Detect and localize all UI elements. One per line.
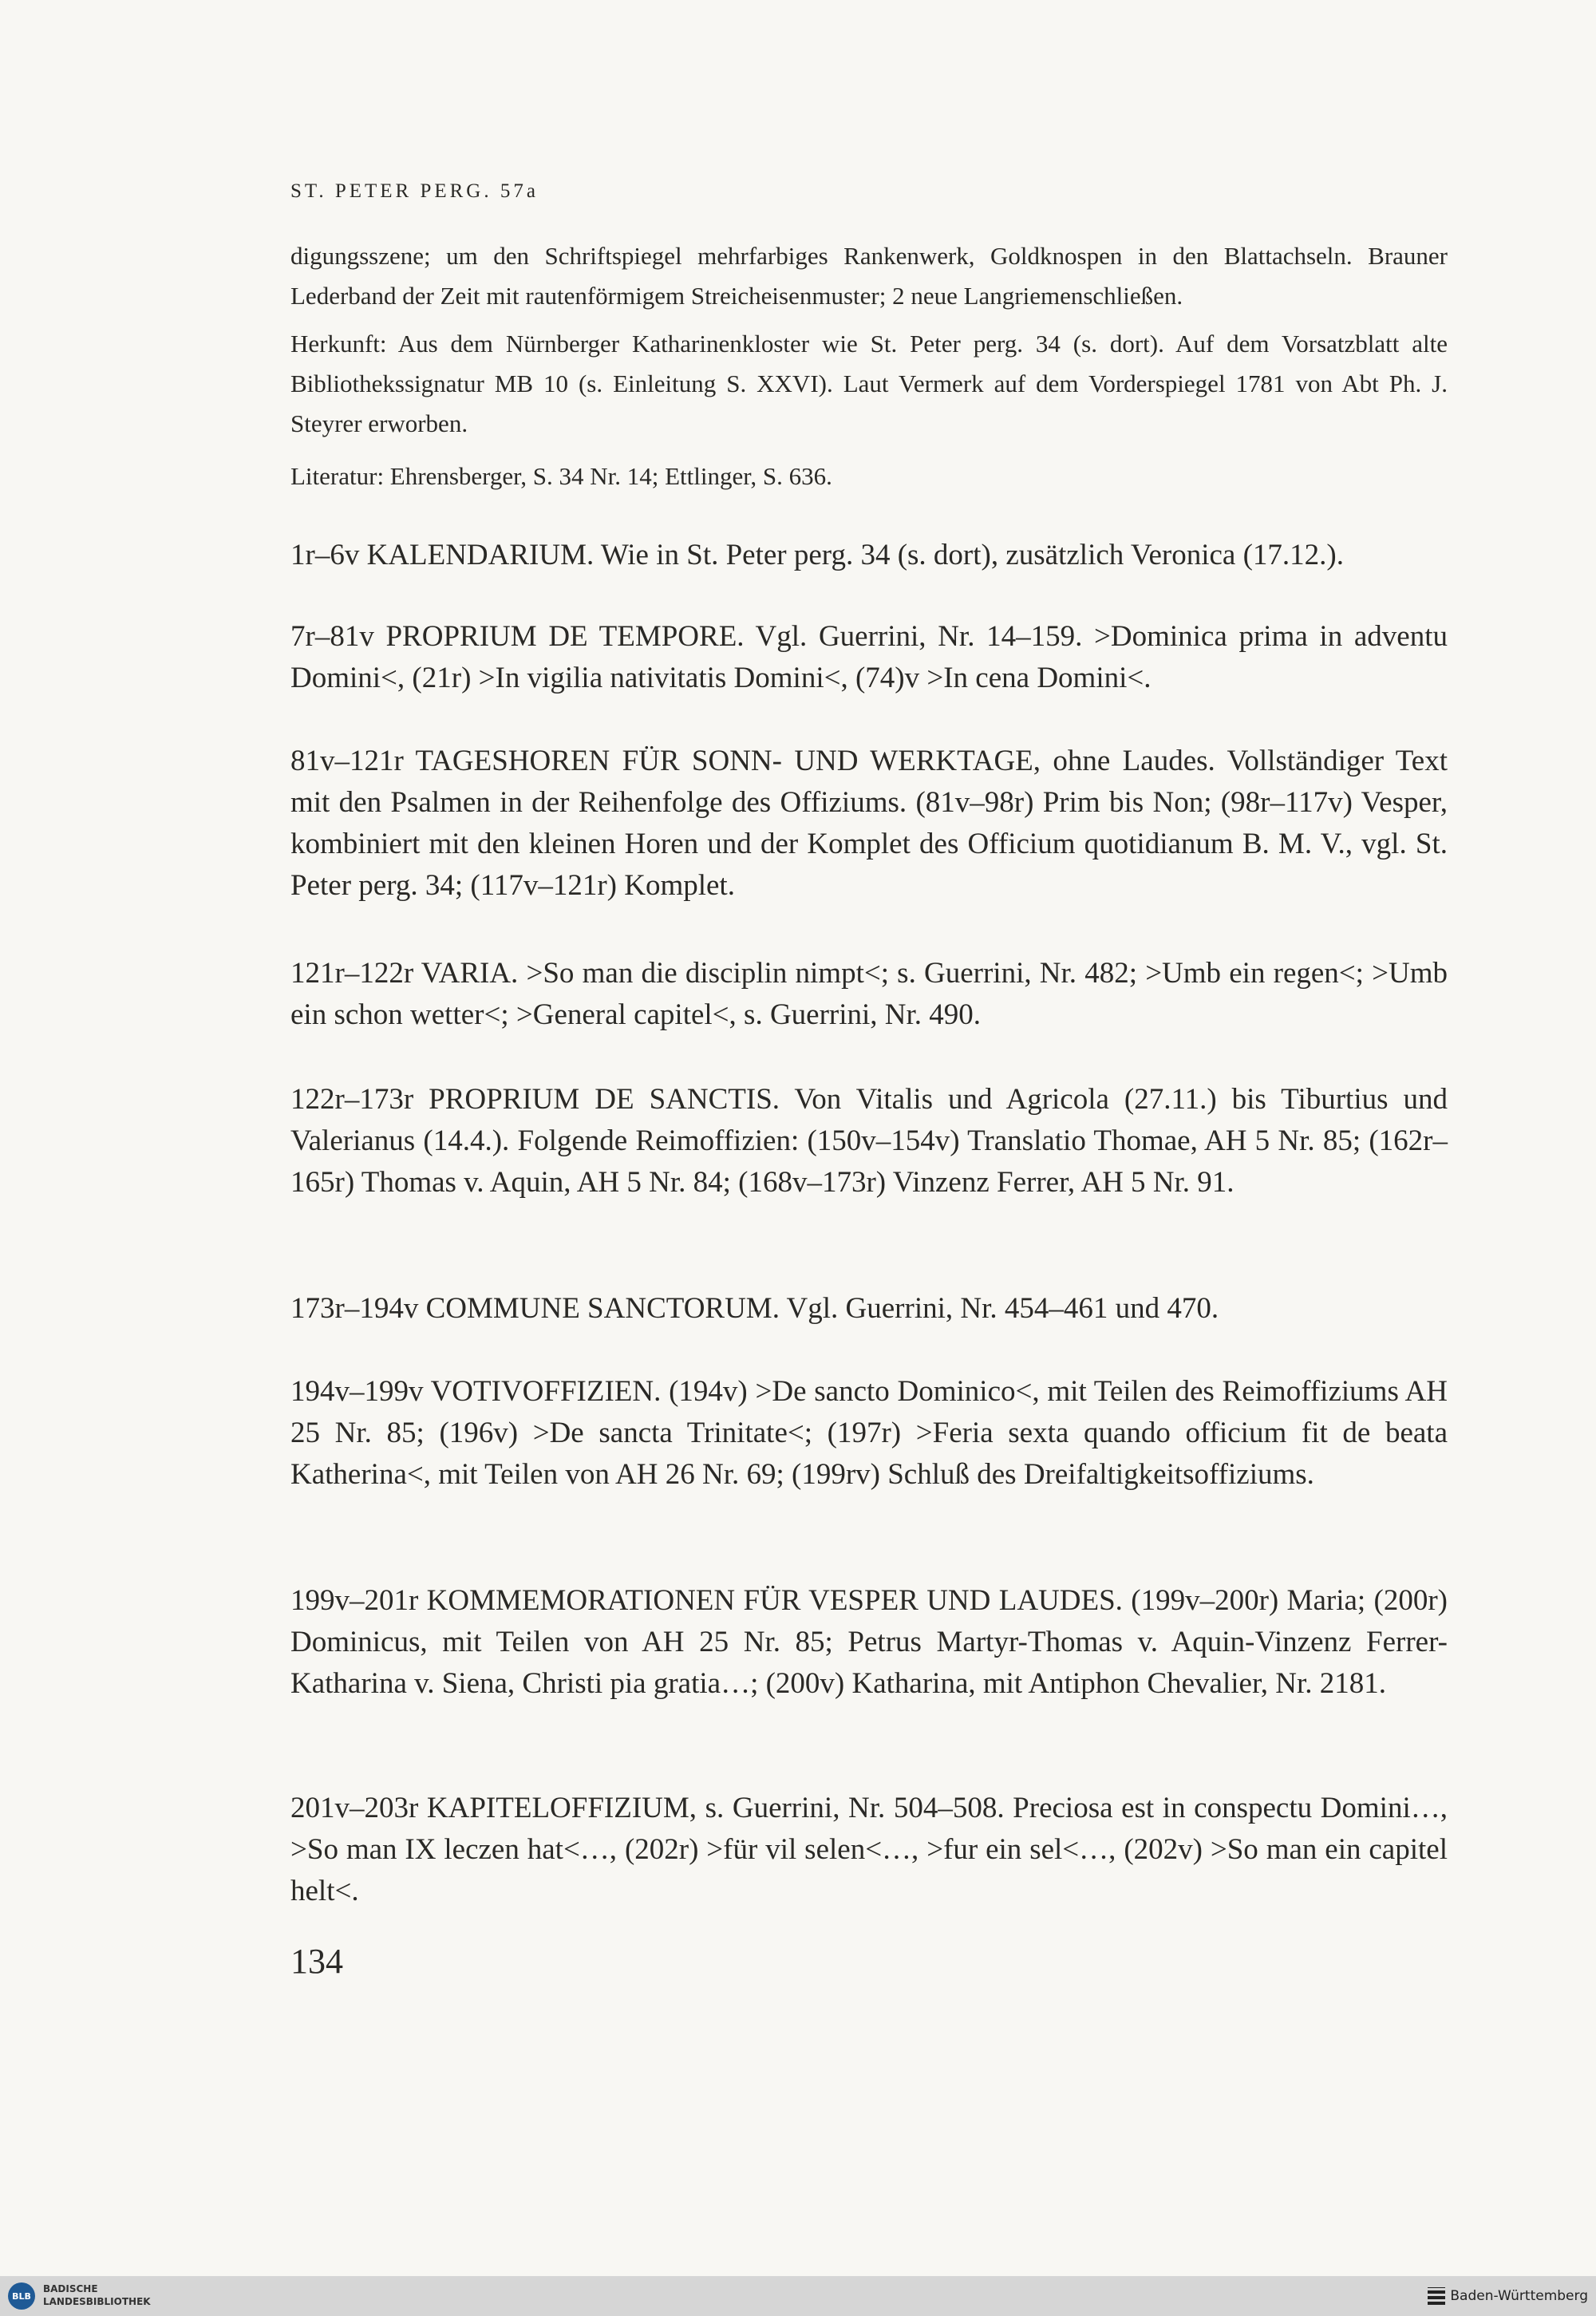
entry-kommemorationen: 199v–201r KOMMEMORATIONEN FÜR VESPER UND LAUDES. (199v–200r) Maria; (200r) Dominicus, mit Teilen von AH 25 Nr. 85; Petrus Martyr-Thomas v. Aquin-Vinzenz Ferrer-Katharina v. Siena, Christi pia gratia…; (200v) Katharina, mit Antiphon Chevalier, Nr. 2181. (290, 1584, 1448, 1700)
description-literature: Literatur: Ehrensberger, S. 34 Nr. 14; Ettlinger, S. 636. (290, 462, 832, 490)
entry-varia: 121r–122r VARIA. >So man die disciplin nimpt<; s. Guerrini, Nr. 482; >Umb ein regen<; >Umb ein schon wetter<; >General capitel<, s. Guerrini, Nr. 490. (290, 957, 1448, 1031)
description-binding: digungsszene; um den Schriftspiegel mehrfarbiges Rankenwerk, Goldknospen in den Blattachseln. Brauner Lederband der Zeit mit rautenförmigem Streicheisenmuster; 2 neue Langriemenschließen. (290, 242, 1448, 310)
state-crest-icon (1428, 2287, 1445, 2305)
entry-votivoffizien: 194v–199v VOTIVOFFIZIEN. (194v) >De sancto Dominico<, mit Teilen des Reimoffiziums AH 25 Nr. 85; (196v) >De sancta Trinitate<; (197r) >Feria sexta quando officium fit de beata Katherina<, mit Teilen von AH 26 Nr. 69; (199rv) Schluß des Dreifaltigkeitsoffiziums. (290, 1375, 1448, 1491)
entry-kapiteloffizium: 201v–203r KAPITELOFFIZIUM, s. Guerrini, Nr. 504–508. Preciosa est in conspectu Domini…, >So man IX leczen hat<…, (202r) >für vil selen<…, >fur ein sel<…, (202v) >So man ein capitel helt<. (290, 1792, 1448, 1907)
library-name[interactable] (43, 2282, 151, 2308)
running-head: ST. PETER PERG. 57a (290, 180, 539, 202)
state-logo[interactable] (1428, 2287, 1588, 2305)
library-name-line2: LANDESBIBLIOTHEK (43, 2296, 151, 2307)
entry-commune-sanctorum: 173r–194v COMMUNE SANCTORUM. Vgl. Guerrini, Nr. 454–461 und 470. (290, 1292, 1219, 1325)
description-provenance: Herkunft: Aus dem Nürnberger Katharinenkloster wie St. Peter perg. 34 (s. dort). Auf dem Vorsatzblatt alte Bibliothekssignatur MB 10 (s. Einleitung S. XXVI). Laut Vermerk auf dem Vorderspiegel 1781 von Abt Ph. J. Steyrer erworben. (290, 330, 1448, 437)
library-name-line1: BADISCHE (43, 2283, 98, 2294)
entry-kalendarium: 1r–6v KALENDARIUM. Wie in St. Peter perg. 34 (s. dort), zusätzlich Veronica (17.12.). (290, 539, 1344, 571)
blb-logo-icon[interactable]: BLB (8, 2282, 35, 2310)
page-number: 134 (290, 1942, 343, 1981)
viewer-footer (0, 2276, 1596, 2316)
state-name: Baden-Württemberg (1450, 2288, 1588, 2304)
entry-proprium-de-sanctis: 122r–173r PROPRIUM DE SANCTIS. Von Vitalis und Agricola (27.11.) bis Tiburtius und Valerianus (14.4.). Folgende Reimoffizien: (150v–154v) Translatio Thomae, AH 5 Nr. 85; (162r–165r) Thomas v. Aquin, AH 5 Nr. 84; (168v–173r) Vinzenz Ferrer, AH 5 Nr. 91. (290, 1083, 1448, 1199)
entry-proprium-de-tempore: 7r–81v PROPRIUM DE TEMPORE. Vgl. Guerrini, Nr. 14–159. >Dominica prima in adventu Domini<, (21r) >In vigilia nativitatis Domini<, (74)v >In cena Domini<. (290, 620, 1448, 694)
entry-tageshoren: 81v–121r TAGESHOREN FÜR SONN- UND WERKTAGE, ohne Laudes. Vollständiger Text mit den Psalmen in der Reihenfolge des Offiziums. (81v–98r) Prim bis Non; (98r–117v) Vesper, kombiniert mit den kleinen Horen und der Komplet des Officium quotidianum B. M. V., vgl. St. Peter perg. 34; (117v–121r) Komplet. (290, 745, 1448, 902)
